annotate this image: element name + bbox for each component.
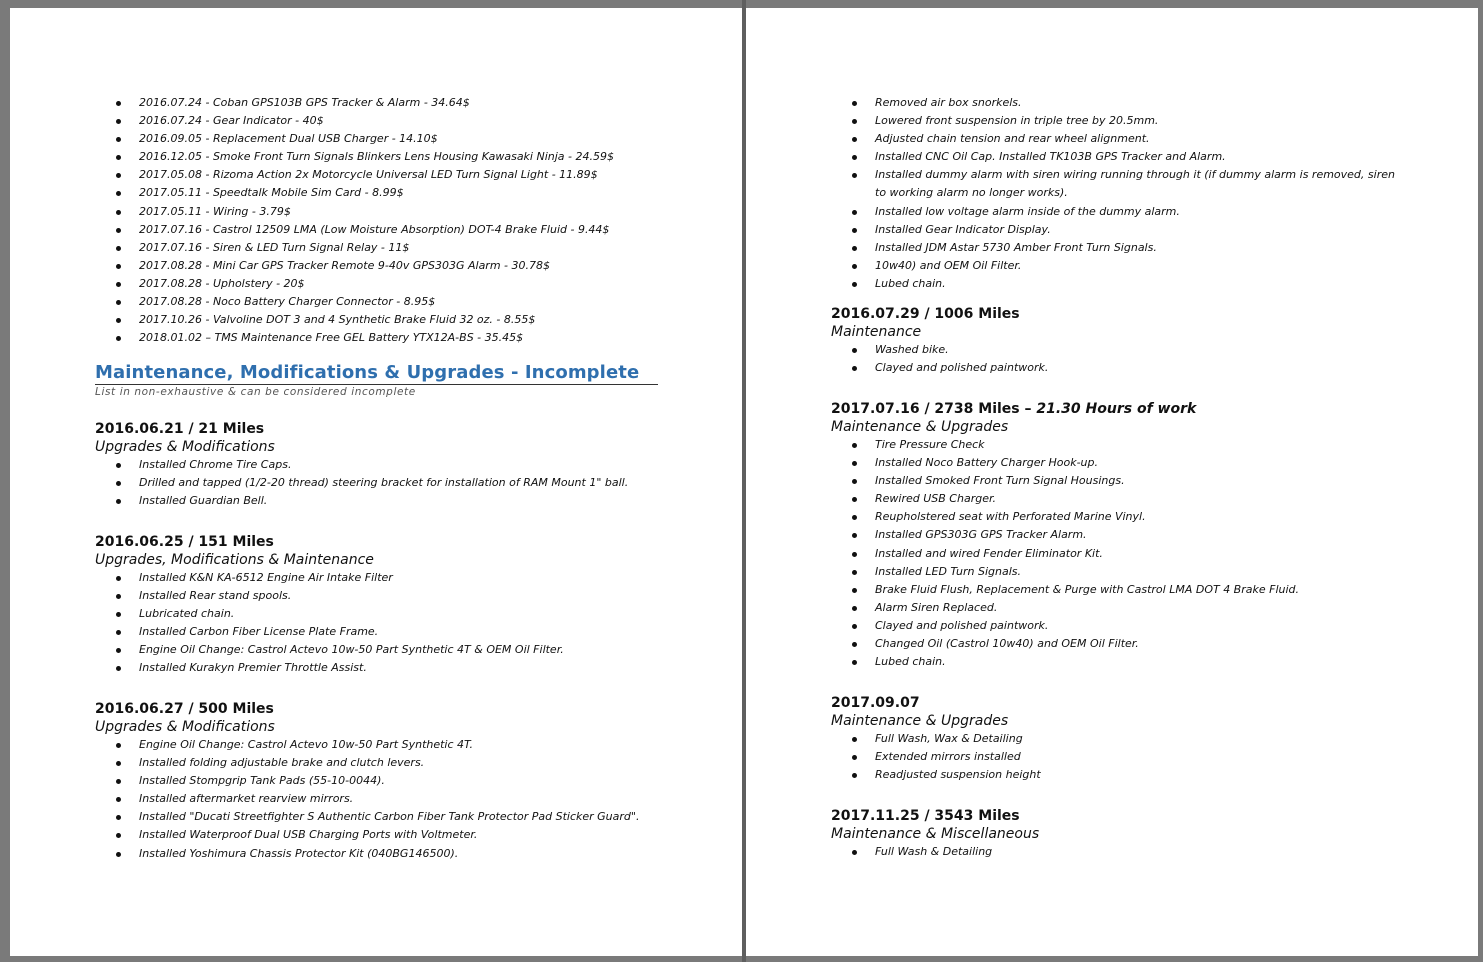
list-item: 10w40) and OEM Oil Filter. bbox=[831, 257, 1406, 275]
list-item: 2017.05.11 - Speedtalk Mobile Sim Card - 8.99$ bbox=[95, 184, 675, 202]
list-item: Clayed and polished paintwork. bbox=[831, 617, 1411, 635]
entry-items bbox=[831, 341, 1411, 377]
list-item: Installed Smoked Front Turn Signal Housings. bbox=[831, 472, 1411, 490]
continued-list-block bbox=[831, 94, 1406, 293]
list-item: 2016.07.24 - Gear Indicator - 40$ bbox=[95, 112, 675, 130]
entry-block bbox=[831, 401, 1411, 671]
continued-list bbox=[831, 94, 1406, 293]
entry-items bbox=[95, 569, 675, 678]
entry-category: Maintenance & Upgrades bbox=[831, 713, 1009, 729]
entry-heading-text: 2016.07.29 / 1006 Miles bbox=[831, 306, 1020, 322]
list-item: Lubricated chain. bbox=[95, 605, 675, 623]
entry-block bbox=[95, 534, 675, 678]
list-item: Installed and wired Fender Eliminator Kit. bbox=[831, 545, 1411, 563]
list-item: 2016.12.05 - Smoke Front Turn Signals Blinkers Lens Housing Kawasaki Ninja - 24.59$ bbox=[95, 148, 675, 166]
list-item: Installed "Ducati Streetfighter S Authentic Carbon Fiber Tank Protector Pad Sticker Guard". bbox=[95, 808, 675, 826]
list-item: Installed Kurakyn Premier Throttle Assist. bbox=[95, 659, 675, 677]
section-title: Maintenance, Modifications & Upgrades - Incomplete bbox=[95, 362, 658, 385]
entry-heading: 2016.06.27 / 500 Miles bbox=[95, 701, 274, 717]
entry-category: Upgrades, Modifications & Maintenance bbox=[95, 552, 374, 568]
list-item: Adjusted chain tension and rear wheel alignment. bbox=[831, 130, 1406, 148]
entry-items bbox=[95, 456, 675, 510]
entry-block bbox=[831, 306, 1411, 377]
list-item: Installed Yoshimura Chassis Protector Kit (040BG146500). bbox=[95, 845, 675, 863]
list-item: Removed air box snorkels. bbox=[831, 94, 1406, 112]
list-item: 2016.07.24 - Coban GPS103B GPS Tracker & Alarm - 34.64$ bbox=[95, 94, 675, 112]
entry-category: Upgrades & Modifications bbox=[95, 439, 275, 455]
list-item: Lubed chain. bbox=[831, 275, 1406, 293]
list-item: Full Wash, Wax & Detailing bbox=[831, 730, 1411, 748]
entry-items bbox=[831, 730, 1411, 784]
list-item: 2016.09.05 - Replacement Dual USB Charger - 14.10$ bbox=[95, 130, 675, 148]
entry-category: Maintenance & Upgrades bbox=[831, 419, 1009, 435]
entry-heading bbox=[831, 695, 1411, 711]
list-item: Installed Chrome Tire Caps. bbox=[95, 456, 675, 474]
list-item: Installed K&N KA-6512 Engine Air Intake Filter bbox=[95, 569, 675, 587]
list-item: Installed Carbon Fiber License Plate Frame. bbox=[95, 623, 675, 641]
list-item: Installed folding adjustable brake and clutch levers. bbox=[95, 754, 675, 772]
entry-block bbox=[831, 695, 1411, 784]
list-item: Installed aftermarket rearview mirrors. bbox=[95, 790, 675, 808]
list-item: 2017.08.28 - Noco Battery Charger Connector - 8.95$ bbox=[95, 293, 675, 311]
document-page-left bbox=[10, 8, 742, 956]
list-item: Engine Oil Change: Castrol Actevo 10w-50 Part Synthetic 4T & OEM Oil Filter. bbox=[95, 641, 675, 659]
list-item: Extended mirrors installed bbox=[831, 748, 1411, 766]
entry-heading-text: 2017.09.07 bbox=[831, 695, 920, 711]
list-item: Installed Rear stand spools. bbox=[95, 587, 675, 605]
list-item: Tire Pressure Check bbox=[831, 436, 1411, 454]
entry-heading bbox=[831, 401, 1411, 417]
entry-items bbox=[95, 736, 675, 863]
entry-category: Maintenance & Miscellaneous bbox=[831, 826, 1040, 842]
list-item: Drilled and tapped (1/2-20 thread) steering bracket for installation of RAM Mount 1" ball. bbox=[95, 474, 675, 492]
list-item: 2018.01.02 – TMS Maintenance Free GEL Battery YTX12A-BS - 35.45$ bbox=[95, 329, 675, 347]
entry-heading bbox=[831, 306, 1411, 322]
entry-category: Maintenance bbox=[831, 324, 922, 340]
entry-items bbox=[831, 436, 1411, 671]
list-item: Installed Gear Indicator Display. bbox=[831, 221, 1406, 239]
list-item: 2017.05.11 - Wiring - 3.79$ bbox=[95, 203, 675, 221]
list-item: Brake Fluid Flush, Replacement & Purge with Castrol LMA DOT 4 Brake Fluid. bbox=[831, 581, 1411, 599]
entry-heading bbox=[831, 808, 1411, 824]
list-item: Lubed chain. bbox=[831, 653, 1411, 671]
list-item: 2017.07.16 - Castrol 12509 LMA (Low Moisture Absorption) DOT-4 Brake Fluid - 9.44$ bbox=[95, 221, 675, 239]
list-item: Installed Guardian Bell. bbox=[95, 492, 675, 510]
section-subtitle: List in non-exhaustive & can be considered incomplete bbox=[95, 386, 416, 398]
section-header bbox=[95, 362, 675, 398]
list-item: Engine Oil Change: Castrol Actevo 10w-50 Part Synthetic 4T. bbox=[95, 736, 675, 754]
list-item: Installed Stompgrip Tank Pads (55-10-0044). bbox=[95, 772, 675, 790]
list-item: 2017.07.16 - Siren & LED Turn Signal Relay - 11$ bbox=[95, 239, 675, 257]
list-item: Installed low voltage alarm inside of the dummy alarm. bbox=[831, 203, 1406, 221]
list-item: Readjusted suspension height bbox=[831, 766, 1411, 784]
list-item: Washed bike. bbox=[831, 341, 1411, 359]
purchases-list-block bbox=[95, 94, 675, 347]
list-item: Rewired USB Charger. bbox=[831, 490, 1411, 508]
list-item: 2017.05.08 - Rizoma Action 2x Motorcycle Universal LED Turn Signal Light - 11.89$ bbox=[95, 166, 675, 184]
list-item: 2017.08.28 - Upholstery - 20$ bbox=[95, 275, 675, 293]
list-item: Installed LED Turn Signals. bbox=[831, 563, 1411, 581]
list-item: Installed GPS303G GPS Tracker Alarm. bbox=[831, 526, 1411, 544]
purchases-list bbox=[95, 94, 675, 347]
list-item: Full Wash & Detailing bbox=[831, 843, 1411, 861]
entry-block bbox=[95, 701, 675, 863]
list-item: Reupholstered seat with Perforated Marine Vinyl. bbox=[831, 508, 1411, 526]
list-item: 2017.08.28 - Mini Car GPS Tracker Remote 9-40v GPS303G Alarm - 30.78$ bbox=[95, 257, 675, 275]
list-item: Installed JDM Astar 5730 Amber Front Turn Signals. bbox=[831, 239, 1406, 257]
entry-heading-extra: 21.30 Hours of work bbox=[1036, 401, 1197, 417]
list-item: Installed Noco Battery Charger Hook-up. bbox=[831, 454, 1411, 472]
list-item: 2017.10.26 - Valvoline DOT 3 and 4 Synthetic Brake Fluid 32 oz. - 8.55$ bbox=[95, 311, 675, 329]
entry-block bbox=[831, 808, 1411, 861]
list-item: Installed CNC Oil Cap. Installed TK103B GPS Tracker and Alarm. bbox=[831, 148, 1406, 166]
entry-items bbox=[831, 843, 1411, 861]
entry-heading: 2016.06.21 / 21 Miles bbox=[95, 421, 265, 437]
entry-block bbox=[95, 421, 675, 510]
list-item: Alarm Siren Replaced. bbox=[831, 599, 1411, 617]
entry-heading-text: 2017.07.16 / 2738 Miles – bbox=[831, 401, 1032, 417]
list-item: Changed Oil (Castrol 10w40) and OEM Oil Filter. bbox=[831, 635, 1411, 653]
list-item: Installed dummy alarm with siren wiring running through it (if dummy alarm is removed, siren to working alarm no longer works). bbox=[831, 166, 1406, 202]
entry-category: Upgrades & Modifications bbox=[95, 719, 275, 735]
entry-heading-text: 2017.11.25 / 3543 Miles bbox=[831, 808, 1020, 824]
document-page-right bbox=[746, 8, 1478, 956]
list-item: Lowered front suspension in triple tree by 20.5mm. bbox=[831, 112, 1406, 130]
list-item: Clayed and polished paintwork. bbox=[831, 359, 1411, 377]
list-item: Installed Waterproof Dual USB Charging Ports with Voltmeter. bbox=[95, 826, 675, 844]
entry-heading: 2016.06.25 / 151 Miles bbox=[95, 534, 274, 550]
